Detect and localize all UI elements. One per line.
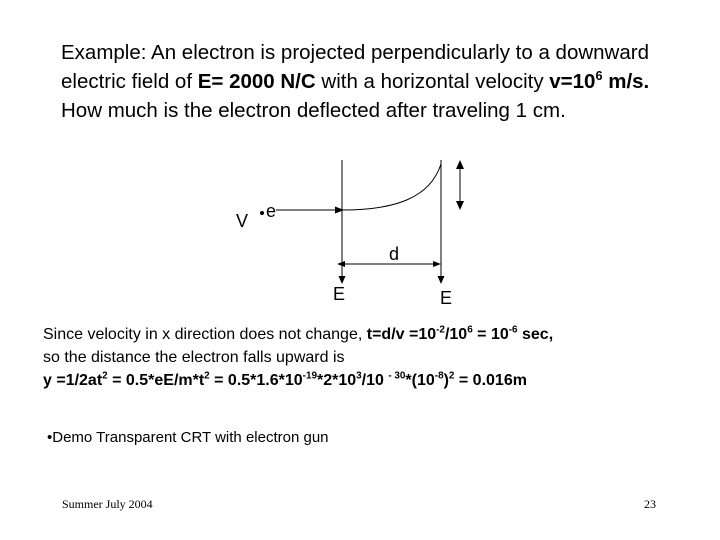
problem-question: How much is the electron deflected after traveling 1 cm. (61, 99, 566, 122)
distance-label: d (389, 244, 400, 264)
solution-line-3: $y =1/2at^2 = 0.5*eE/m*t^2 = 0.5*1.6*10^{-19}*2*10^3/10$ $^{- 30}*(10^{-8})^2 = 0.016m$ (43, 370, 527, 389)
solution-line-2: so the distance the electron falls upward is (43, 349, 345, 366)
field-label-right: E (440, 288, 453, 308)
electron-dot (260, 211, 264, 215)
field-label-left: E (333, 284, 346, 304)
demo-bullet: •Demo Transparent CRT with electron gun (47, 429, 329, 446)
footer-date: Summer July 2004 (62, 497, 153, 511)
problem-mid: with a horizontal velocity (315, 70, 550, 93)
field-arrow-left-head (339, 276, 346, 284)
velocity-value: $v=10^6$ m/s. (549, 68, 650, 93)
electron-trajectory (342, 164, 441, 210)
solution-line-1: Since velocity in x direction does not change, $t=d/v =10^{-2}/10^6 = 10^{-6}$ sec, (43, 324, 554, 343)
problem-intro: Example: An electron is projected perpendicularly to a downward electric field of (61, 41, 649, 93)
deflection-arrow-down-head (456, 201, 464, 210)
distance-arrow-right-head (433, 261, 441, 267)
electron-label: e (266, 201, 277, 221)
distance-arrow-left-head (337, 261, 345, 267)
page-number: 23 (644, 497, 656, 511)
field-arrow-right-head (438, 276, 445, 284)
deflection-arrow-up-head (456, 160, 464, 169)
velocity-label: V (236, 211, 249, 231)
velocity-arrowhead (335, 207, 344, 214)
solution (43, 323, 703, 392)
field-value: E= 2000 N/C (197, 70, 316, 93)
